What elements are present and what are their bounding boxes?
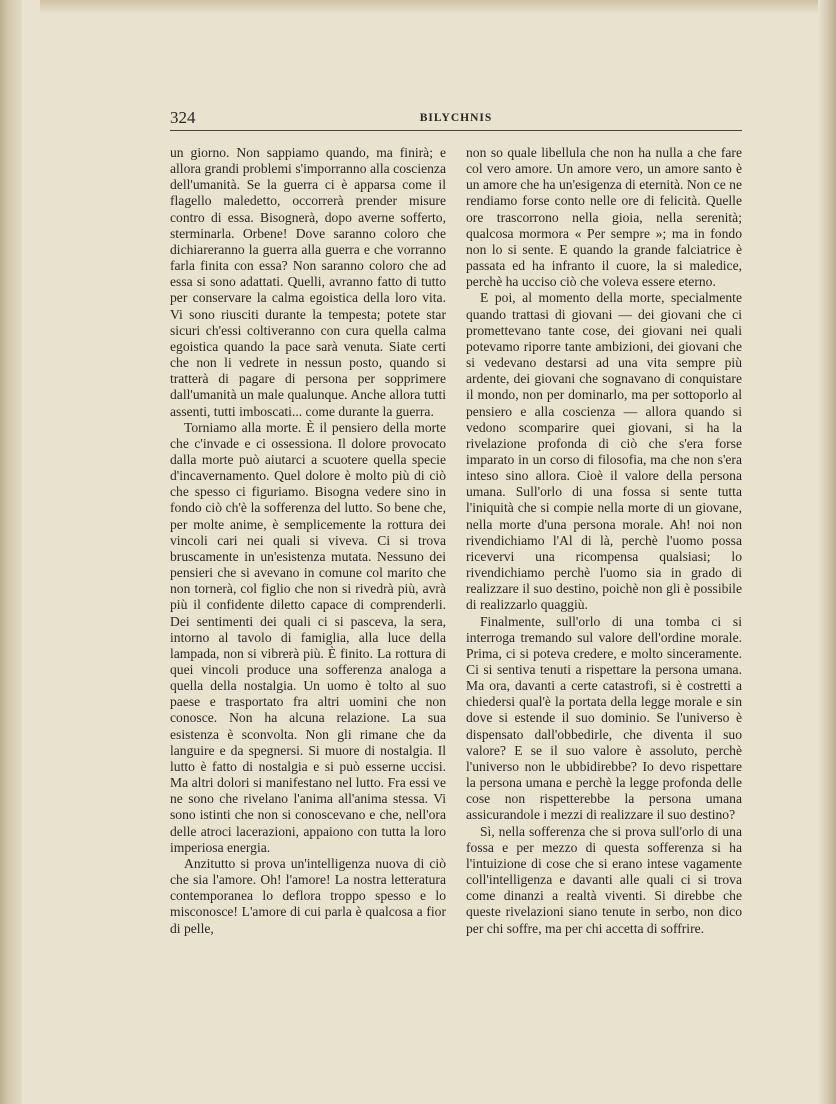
header-rule <box>170 130 742 131</box>
running-header <box>170 108 742 132</box>
page-number: 324 <box>170 108 196 127</box>
right-paragraph-2: E poi, al momento della morte, specialmente quando trattasi di giovani — dei giovani che ci promettevano tante cose, dei giovani nei quali potevamo riporre tante ambizioni, dei giovani che si vedevano destarsi ad una vita sempre più ardente, dei giovani che sognavano di conquistare il mondo, non per dominarlo, ma per sottoporlo al pensiero e alla coscienza — allora quando si vedono scomparire quei giovani, si ha la rivelazione profonda di ciò che s'era forse imparato in un corso di filosofia, ma che non s'era inteso sino allora. Cioè il valore della persona umana. Sull'orlo di una fossa si sente tutta l'iniquità che si compie nella morte di un giovane, nella morte d'una persona morale. Ah! noi non rivendichiamo l'Al di là, perchè l'uomo possa ricevervi una ricompensa qualsiasi; lo rivendichiamo perchè l'uomo sia in grado di realizzare il suo destino, poichè non gli è possibile di realizzarlo quaggiù. <box>466 290 742 613</box>
page-top-stain <box>40 0 820 14</box>
right-column <box>466 145 742 937</box>
right-paragraph-1: non so quale libellula che non ha nulla a che fare col vero amore. Un amore vero, un amore santo è un amore che ha un'esigenza di eternità. Non ce ne rendiamo forse conto nelle ore di felicità. Quelle ore trascorrono nella gioia, nella serenità; qualcosa mormora « Per sempre »; ma in fondo non lo si sente. E quando la grande falciatrice è passata ed ha infranto il cuore, la si maledice, perchè ha ucciso ciò che voleva essere eterno. <box>466 145 742 290</box>
right-paragraph-3: Finalmente, sull'orlo di una tomba ci si interroga tremando sul valore dell'ordine morale. Prima, ci si poteva credere, e molto sinceramente. Ci si sentiva tenuti a rispettare la persona umana. Ma ora, davanti a certe catastrofi, si è costretti a chiedersi qual'è la portata della legge morale e sin dove si estende il suo dominio. Se l'universo è dispensato dall'obbedirle, che diventa il suo valore? E se il suo valore è assoluto, perchè l'universo non le ubbidirebbe? Io devo rispettare la persona umana e perchè la legge profonda delle cose non rispetterebbe la persona umana assicurandole i mezzi di realizzare il suo destino? <box>466 613 742 823</box>
left-paragraph-2: Torniamo alla morte. È il pensiero della morte che c'invade e ci ossessiona. Il dolore provocato dalla morte può aiutarci a scuotere quella specie d'incavernamento. Quel dolore è molto più di ciò che spesso ci figuriamo. Bisogna vedere sino in fondo ciò ch'è la sofferenza del lutto. So bene che, per molte anime, è semplicemente la rottura dei vincoli cari nei quali si viveva. Ci si trova bruscamente in un'esistenza mutata. Nessuno dei pensieri che si avevano in comune col marito che non tornerà, col figlio che non si rivedrà più, avrà più il confidente diletto capace di comprenderli. Dei sentimenti dei quali ci si pasceva, la sera, intorno al tavolo di famiglia, alla luce della lampada, non si vibrerà più. È finito. La rottura di quei vincoli produce una sofferenza analoga a quella della nostalgia. Un uomo è tolto al suo paese e trasportato fra altri uomini che non conosce. Non ha alcuna relazione. La sua esistenza è sconvolta. Non gli rimane che da languire e da spegnersi. Si muore di nostalgia. Il lutto è fatto di nostalgia e si può esserne uccisi. Ma altri dolori si manifestano nel lutto. Fra essi ve ne sono che rivelano l'anima all'anima stessa. Vi sono istinti che non si conoscevano e che, nell'ora delle atroci lacerazioni, appaiono con tutta la loro imperiosa energia. <box>170 419 446 855</box>
left-paragraph-1: un giorno. Non sappiamo quando, ma finirà; e allora grandi problemi s'imporranno alla coscienza dell'umanità. Se la guerra ci è apparsa come il flagello maledetto, occorrerà prender misure contro di essa. Bisognerà, dopo averne sofferto, sterminarla. Orbene! Dove saranno coloro che dichiareranno la guerra alla guerra e che vorranno farla finita con essa? Non saranno coloro che ad essa si sono adattati. Quelli, avranno fatto di tutto per conservare la calma egoistica della loro vita. Vi sono riusciti durante la tempesta; potete star sicuri ch'essi coltiveranno con cura quella calma egoistica quando la pace sarà venuta. Siate certi che non li vedrete in nessun posto, quando si tratterà di pagare di persona per sopprimere dall'umanità un male qualunque. Anche allora tutti assenti, tutti imboscati... come durante la guerra. <box>170 145 446 419</box>
running-title: BILYCHNIS <box>419 112 493 124</box>
right-paragraph-4: Sì, nella sofferenza che si prova sull'orlo di una fossa e per mezzo di questa sofferenza si ha l'intuizione di cose che si erano intese vagamente coll'intelligenza e davanti alle quali ci si trova come dinanzi a realtà viventi. Si direbbe che queste rivelazioni siano tenute in serbo, non dico per chi soffre, ma per chi accetta di soffrire. <box>466 823 742 936</box>
page-right-edge <box>818 0 836 1104</box>
left-column <box>170 145 446 937</box>
left-paragraph-3: Anzitutto si prova un'intelligenza nuova di ciò che sia l'amore. Oh! l'amore! La nostra letteratura contemporanea lo deflora troppo spesso e lo misconosce! L'amore di cui parla è qualcosa a fior di pelle, <box>170 855 446 936</box>
page-binding-edge <box>0 0 22 1104</box>
